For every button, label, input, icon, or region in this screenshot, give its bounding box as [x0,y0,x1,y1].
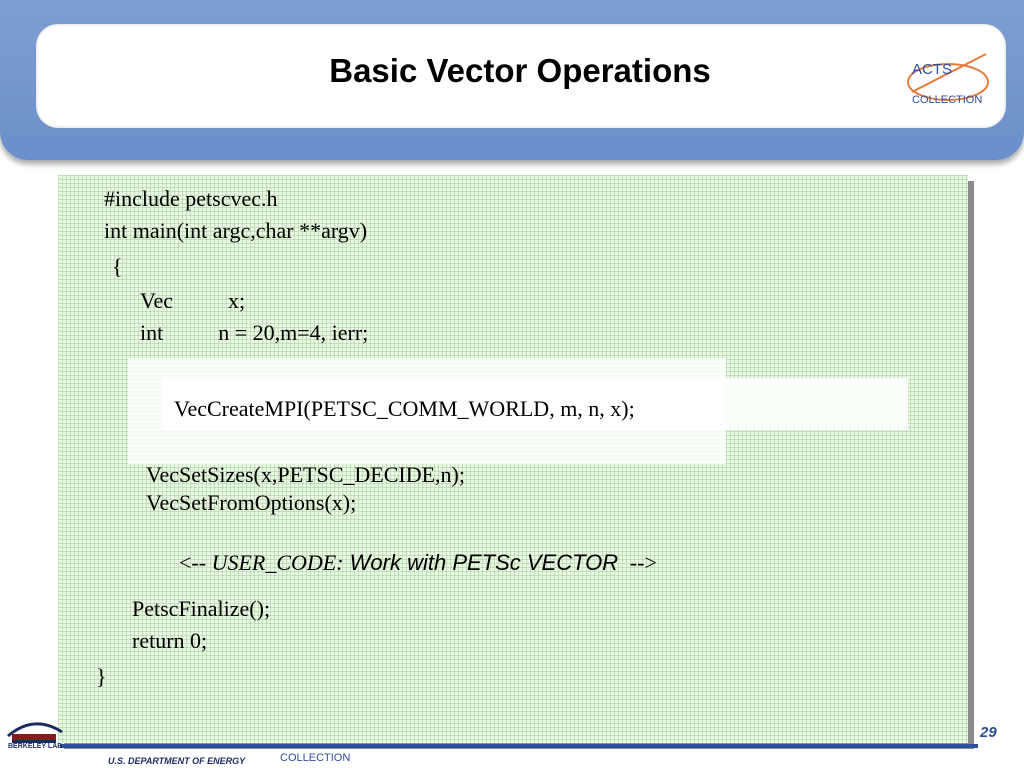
page-number: 29 [980,724,997,741]
berkeley-lab-logo [4,712,66,760]
code-line-finalize: PetscFinalize(); [132,596,271,621]
code-line-int: int n = 20,m=4, ierr; [140,320,369,345]
doe-text: U.S. DEPARTMENT OF ENERGY [108,756,246,766]
footer-collection-logo: COLLECTION [280,752,351,764]
slide-title: Basic Vector Operations [329,52,711,89]
user-code-label: USER_CODE: [211,550,344,575]
code-line-main: int main(int argc,char **argv) [104,218,368,243]
acts-logo-top: ACTS [912,61,953,78]
overlay-code-vec-create-mpi: VecCreateMPI(PETSC_COMM_WORLD, m, n, x); [174,396,635,421]
acts-logo-bottom: COLLECTION [912,94,983,106]
user-code-close: --> [624,550,657,575]
user-code-text: Work with PETSc VECTOR [343,550,625,575]
code-line-include: #include petscvec.h [104,186,278,211]
code-line-set-sizes: VecSetSizes(x,PETSC_DECIDE,n); [146,462,465,487]
code-line-vec: Vec x; [140,288,246,313]
berkeley-lab-text: BERKELEY LAB [8,743,63,750]
user-code-line [168,524,657,576]
code-line-return: return 0; [132,628,208,653]
footer-bar [60,744,978,748]
acts-collection-logo [902,44,994,110]
code-line-set-from-options: VecSetFromOptions(x); [146,490,357,515]
user-code-open: <-- [179,550,212,575]
code-line-close-brace: } [96,664,107,689]
code-line-open-brace: { [112,254,123,279]
